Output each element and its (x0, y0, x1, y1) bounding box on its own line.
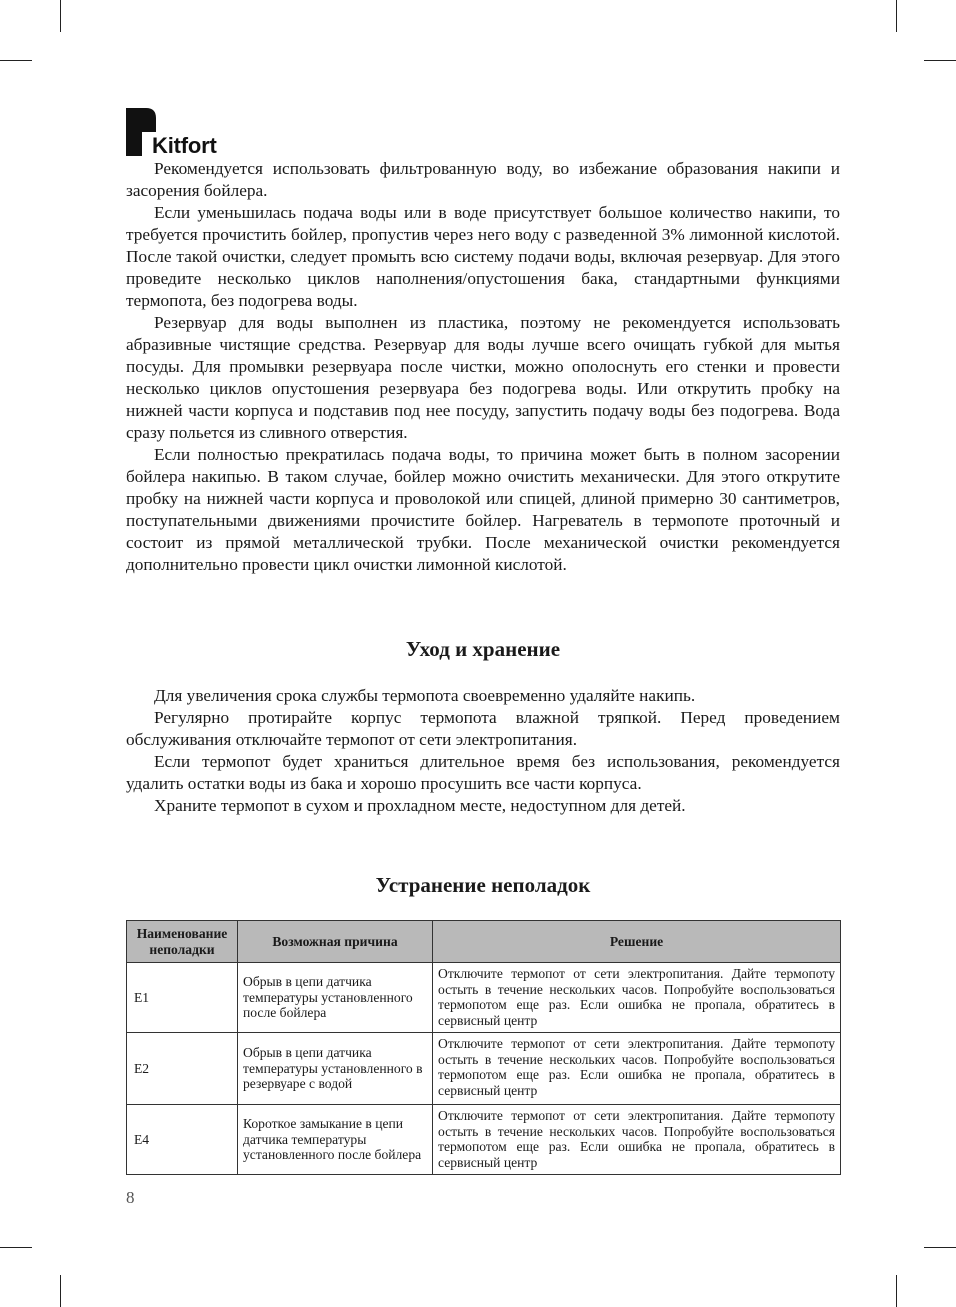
header-fault-name: Наименование неполадки (127, 921, 238, 963)
crop-mark-left-top (0, 60, 32, 61)
crop-mark-bottom-right (896, 1275, 897, 1307)
fault-code: E1 (127, 963, 238, 1033)
paragraph: Регулярно протирайте корпус термопота влажной тряпкой. Перед проведением обслуживания отключайте термопот от сети электропитания. (126, 708, 840, 749)
care-heading: Уход и хранение (405, 637, 561, 661)
header-solution: Решение (433, 921, 841, 963)
troubleshooting-heading: Устранение неполадок (375, 873, 591, 897)
table-row (127, 1105, 841, 1175)
crop-mark-right-bottom (924, 1247, 956, 1248)
paragraph: Если термопот будет храниться длительное время без использования, рекомендуется удалить остатки воды из бака и хорошо просушить все части корпуса. (126, 752, 840, 793)
paragraph: Рекомендуется использовать фильтрованную воду, во избежание образования накипи и засорения бойлера. (126, 159, 840, 200)
brand-logo (126, 108, 256, 158)
paragraph: Если уменьшилась подача воды или в воде присутствует большое количество накипи, то требуется прочистить бойлер, пропустив через него воду с разведенной 3% лимонной кислотой. После такой очистки, следует промыть всю систему подачи воды, включая резервуар. Для этого проведите несколько циклов наполнения/опустошения бака, стандартными функциями термопота, без подогрева воды. (126, 203, 840, 310)
paragraph: Для увеличения срока службы термопота своевременно удаляйте накипь. (154, 686, 696, 705)
paragraph: Если полностью прекратилась подача воды, то причина может быть в полном засорении бойлера накипью. В таком случае, бойлер можно очистить механически. Для этого открутите пробку на нижней части корпуса и проволокой или спицей, длиной примерно 30 сантиметров, поступательными движениями прочистите бойлер. Нагреватель в термопоте проточный и состоит из прямой металлической трубки. После механической очистки рекомендуется дополнительно провести цикл очистки лимонной кислотой. (126, 445, 840, 574)
fault-solution: Отключите термопот от сети электропитания. Дайте термопоту остыть в течение нескольких часов. Попробуйте воспользоваться термопотом еще раз. Если ошибка не пропала, обратитесь в сервисный центр (433, 963, 841, 1033)
crop-mark-top-left (60, 0, 61, 32)
header-possible-cause: Возможная причина (238, 921, 433, 963)
fault-cause: Обрыв в цепи датчика температуры установленного в резервуаре с водой (238, 1033, 433, 1105)
table-row (127, 1033, 841, 1105)
fault-code: E2 (127, 1033, 238, 1105)
crop-mark-left-bottom (0, 1247, 32, 1248)
page-content (126, 158, 840, 1175)
paragraph: Резервуар для воды выполнен из пластика, поэтому не рекомендуется использовать абразивные чистящие средства. Резервуар для воды лучше всего очищать губкой для мытья посуды. Для промывки резервуара после чистки, можно ополоснуть его стенки и провести несколько циклов опустошения резервуара без подогрева воды. Или открутить пробку на нижней части корпуса и подставив под нее посуду, запустить подачу воды без подогрева. Вода сразу польется из сливного отверстия. (126, 313, 840, 442)
table-row (127, 963, 841, 1033)
crop-mark-top-right (896, 0, 897, 32)
care-section (126, 685, 840, 817)
logo-text: Kitfort (152, 133, 217, 158)
fault-solution: Отключите термопот от сети электропитания. Дайте термопоту остыть в течение нескольких часов. Попробуйте воспользоваться термопотом еще раз. Если ошибка не пропала, обратитесь в сервисный центр (433, 1033, 841, 1105)
page-number: 8 (126, 1188, 135, 1207)
fault-cause: Короткое замыкание в цепи датчика температуры установленного после бойлера (238, 1105, 433, 1175)
fault-code: E4 (127, 1105, 238, 1175)
table-header-row (127, 921, 841, 963)
crop-mark-right-top (924, 60, 956, 61)
crop-mark-bottom-left (60, 1275, 61, 1307)
troubleshooting-table (126, 920, 841, 1175)
paragraph: Храните термопот в сухом и прохладном месте, недоступном для детей. (154, 796, 686, 815)
fault-cause: Обрыв в цепи датчика температуры установленного после бойлера (238, 963, 433, 1033)
cleaning-section (126, 158, 840, 576)
fault-solution: Отключите термопот от сети электропитания. Дайте термопоту остыть в течение нескольких часов. Попробуйте воспользоваться термопотом еще раз. Если ошибка не пропала, обратитесь в сервисный центр (433, 1105, 841, 1175)
